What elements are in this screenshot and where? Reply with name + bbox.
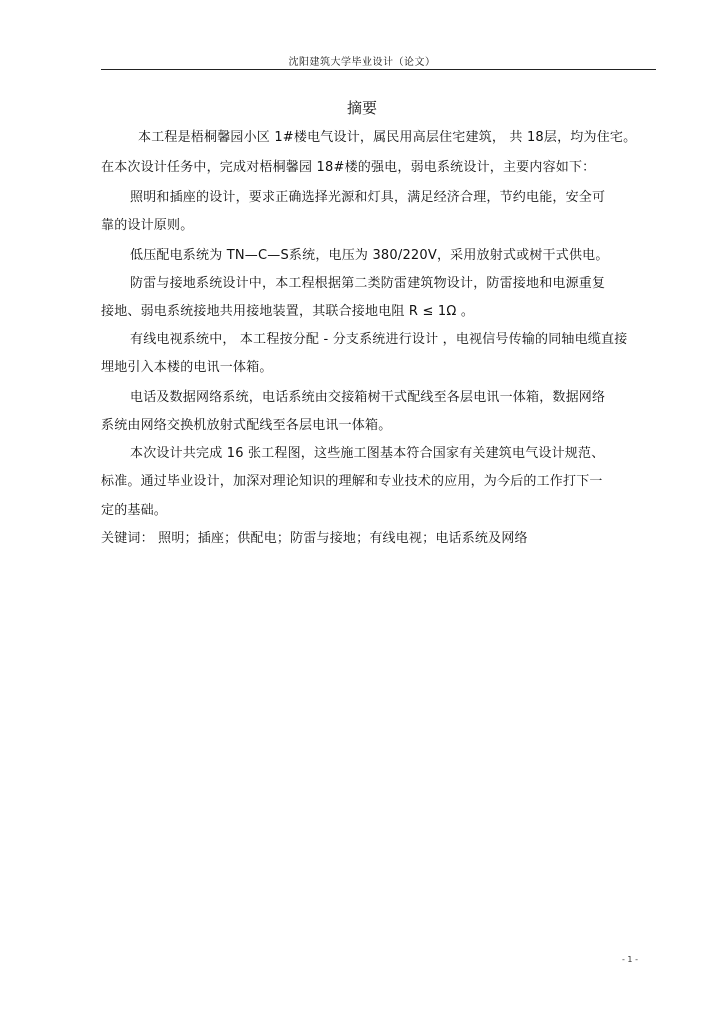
abstract-line: 本次设计共完成 16 张工程图，这些施工图基本符合国家有关建筑电气设计规范、 — [130, 446, 605, 461]
abstract-line: 埋地引入本楼的电讯一体箱。 — [101, 360, 273, 375]
abstract-line: 电话及数据网络系统，电话系统由交接箱树干式配线至各层电讯一体箱，数据网络 — [130, 390, 606, 405]
abstract-line: 靠的设计原则。 — [101, 218, 194, 233]
header-divider — [101, 69, 656, 70]
page-number: - 1 - — [622, 955, 638, 964]
document-title: 摘要 — [346, 99, 377, 117]
abstract-line: 低压配电系统为 TN—C—S系统，电压为 380/220V，采用放射式或树干式供电。 — [130, 248, 609, 263]
page-header-title: 沈阳建筑大学毕业设计（论文） — [288, 57, 436, 68]
keywords-line: 关键词： 照明；插座；供配电；防雷与接地；有线电视；电话系统及网络 — [101, 531, 528, 546]
abstract-line: 在本次设计任务中，完成对梧桐馨园 18#楼的强电，弱电系统设计，主要内容如下： — [101, 160, 596, 175]
abstract-line: 有线电视系统中， 本工程按分配 - 分支系统进行设计 ，电视信号传输的同轴电缆直接 — [130, 332, 628, 347]
abstract-line: 定的基础。 — [101, 503, 168, 518]
abstract-line: 系统由网络交换机放射式配线至各层电讯一体箱。 — [101, 418, 392, 433]
abstract-line: 照明和插座的设计，要求正确选择光源和灯具，满足经济合理，节约电能，安全可 — [130, 190, 606, 205]
abstract-line: 接地、弱电系统接地共用接地装置，其联合接地电阻 R ≤ 1Ω 。 — [101, 304, 475, 319]
abstract-line: 本工程是梧桐馨园小区 1#楼电气设计，属民用高层住宅建筑， 共 18层，均为住宅。 — [138, 130, 637, 145]
abstract-line: 标准。通过毕业设计，加深对理论知识的理解和专业技术的应用，为今后的工作打下一 — [101, 474, 603, 489]
abstract-line: 防雷与接地系统设计中，本工程根据第二类防雷建筑物设计，防雷接地和电源重复 — [130, 276, 606, 291]
